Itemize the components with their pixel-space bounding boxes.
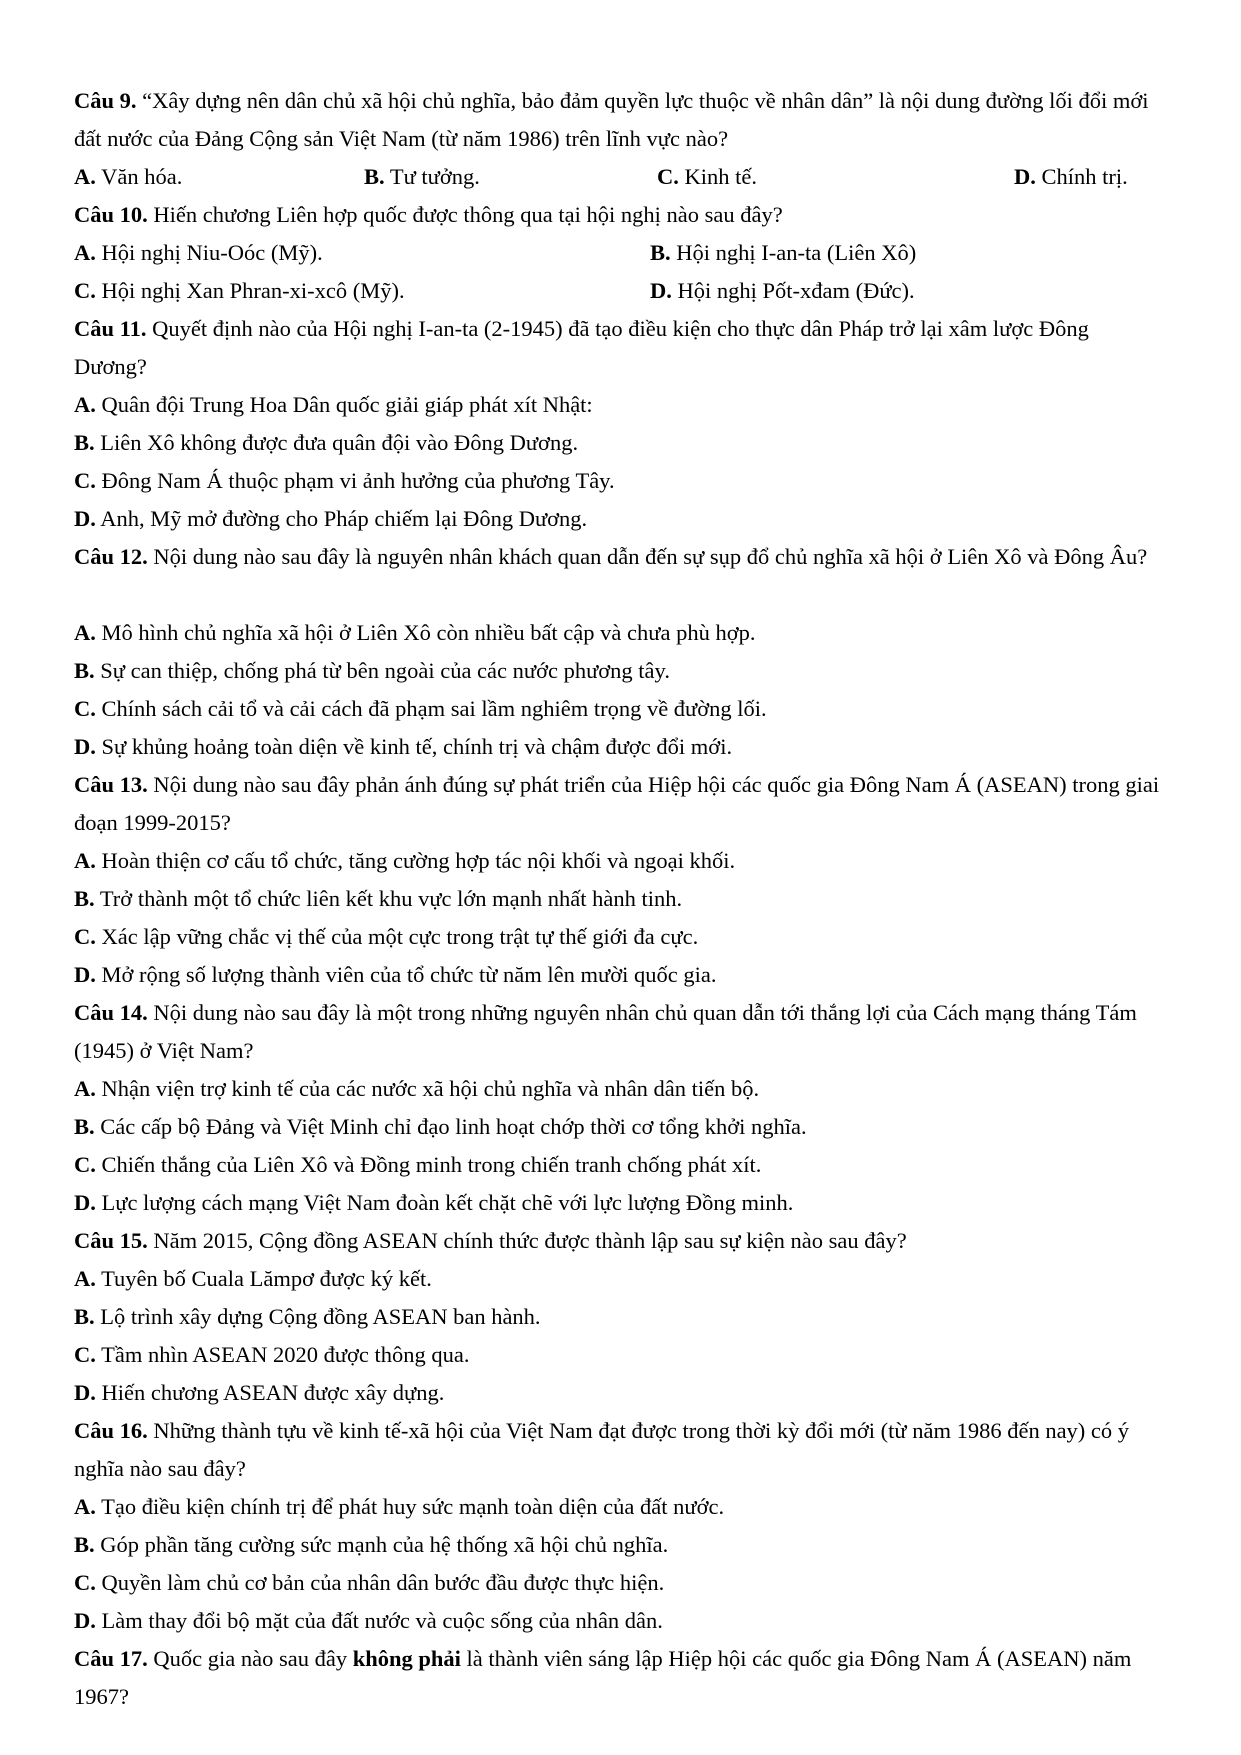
option-a: A. Tạo điều kiện chính trị để phát huy sức mạnh toàn diện của đất nước.	[74, 1494, 725, 1519]
question-17	[74, 1640, 1161, 1716]
option-b: B. Hội nghị I-an-ta (Liên Xô)	[650, 240, 917, 265]
option-a: A. Nhận viện trợ kinh tế của các nước xã hội chủ nghĩa và nhân dân tiến bộ.	[74, 1076, 760, 1101]
option-d: D. Sự khủng hoảng toàn diện về kinh tế, chính trị và chậm được đổi mới.	[74, 734, 733, 759]
question-16	[74, 1412, 1161, 1640]
option-c: C. Xác lập vững chắc vị thế của một cực trong trật tự thế giới đa cực.	[74, 924, 699, 949]
option-a: A. Hoàn thiện cơ cấu tổ chức, tăng cường hợp tác nội khối và ngoại khối.	[74, 848, 736, 873]
option-b: B. Sự can thiệp, chống phá từ bên ngoài của các nước phương tây.	[74, 658, 670, 683]
option-a: A. Mô hình chủ nghĩa xã hội ở Liên Xô còn nhiều bất cập và chưa phù hợp.	[74, 620, 756, 645]
option-d: D. Anh, Mỹ mở đường cho Pháp chiếm lại Đông Dương.	[74, 506, 588, 531]
question-label: Câu 9.	[74, 88, 137, 113]
question-label: Câu 11.	[74, 316, 147, 341]
option-b: B. Tư tưởng.	[364, 164, 480, 189]
question-11	[74, 310, 1161, 538]
option-c: C. Đông Nam Á thuộc phạm vi ảnh hưởng của phương Tây.	[74, 468, 615, 493]
question-label: Câu 15.	[74, 1228, 148, 1253]
question-stem: “Xây dựng nên dân chủ xã hội chủ nghĩa, bảo đảm quyền lực thuộc về nhân dân” là nội dung đường lối đổi mới đất nước của Đảng Cộng sản Việt Nam (từ năm 1986) trên lĩnh vực nào?	[74, 88, 1149, 151]
option-a: A. Hội nghị Niu-Oóc (Mỹ).	[74, 240, 323, 265]
question-stem: Nội dung nào sau đây là một trong những nguyên nhân chủ quan dẫn tới thắng lợi của Cách mạng tháng Tám (1945) ở Việt Nam?	[74, 1000, 1137, 1063]
options-row	[74, 234, 1161, 272]
option-d: D. Hiến chương ASEAN được xây dựng.	[74, 1380, 445, 1405]
question-stem-emphasis: không phải	[352, 1646, 461, 1671]
option-c: C. Hội nghị Xan Phran-xi-xcô (Mỹ).	[74, 278, 405, 303]
question-9	[74, 82, 1161, 196]
question-label: Câu 16.	[74, 1418, 148, 1443]
question-stem: Nội dung nào sau đây phản ánh đúng sự phát triển của Hiệp hội các quốc gia Đông Nam Á (ASEAN) trong giai đoạn 1999-2015?	[74, 772, 1160, 835]
question-15	[74, 1222, 1161, 1412]
option-b: B. Góp phần tăng cường sức mạnh của hệ thống xã hội chủ nghĩa.	[74, 1532, 669, 1557]
question-stem-after: là thành viên sáng lập Hiệp hội các quốc gia Đông Nam Á (ASEAN) năm 1967?	[74, 1646, 1132, 1709]
question-stem: Hiến chương Liên hợp quốc được thông qua tại hội nghị nào sau đây?	[147, 202, 783, 227]
question-stem: Những thành tựu về kinh tế-xã hội của Việt Nam đạt được trong thời kỳ đổi mới (từ năm 1986 đến nay) có ý nghĩa nào sau đây?	[74, 1418, 1130, 1481]
question-stem: Nội dung nào sau đây là nguyên nhân khách quan dẫn đến sự sụp đổ chủ nghĩa xã hội ở Liên Xô và Đông Âu?	[147, 544, 1148, 569]
option-c: C. Tầm nhìn ASEAN 2020 được thông qua.	[74, 1342, 470, 1367]
option-b: B. Trở thành một tổ chức liên kết khu vực lớn mạnh nhất hành tinh.	[74, 886, 683, 911]
option-c: C. Chính sách cải tổ và cải cách đã phạm sai lầm nghiêm trọng về đường lối.	[74, 696, 767, 721]
question-10	[74, 196, 1161, 310]
option-d: D. Mở rộng số lượng thành viên của tổ chức từ năm lên mười quốc gia.	[74, 962, 717, 987]
question-stem: Năm 2015, Cộng đồng ASEAN chính thức được thành lập sau sự kiện nào sau đây?	[147, 1228, 907, 1253]
question-label: Câu 13.	[74, 772, 148, 797]
option-a: A. Tuyên bố Cuala Lămpơ được ký kết.	[74, 1266, 432, 1291]
option-c: C. Kinh tế.	[657, 164, 757, 189]
option-d: D. Chính trị.	[1014, 164, 1128, 189]
option-d: D. Lực lượng cách mạng Việt Nam đoàn kết chặt chẽ với lực lượng Đồng minh.	[74, 1190, 794, 1215]
option-b: B. Liên Xô không được đưa quân đội vào Đông Dương.	[74, 430, 579, 455]
question-label: Câu 14.	[74, 1000, 148, 1025]
option-a: A. Quân đội Trung Hoa Dân quốc giải giáp phát xít Nhật:	[74, 392, 593, 417]
option-d: D. Làm thay đổi bộ mặt của đất nước và cuộc sống của nhân dân.	[74, 1608, 663, 1633]
options-row	[74, 272, 1161, 310]
option-a: A. Văn hóa.	[74, 164, 183, 189]
question-13	[74, 766, 1161, 994]
question-label: Câu 10.	[74, 202, 148, 227]
question-12	[74, 538, 1161, 766]
option-b: B. Các cấp bộ Đảng và Việt Minh chỉ đạo linh hoạt chớp thời cơ tổng khởi nghĩa.	[74, 1114, 807, 1139]
question-label: Câu 17.	[74, 1646, 148, 1671]
option-c: C. Quyền làm chủ cơ bản của nhân dân bước đầu được thực hiện.	[74, 1570, 665, 1595]
question-label: Câu 12.	[74, 544, 148, 569]
question-stem: Quyết định nào của Hội nghị I-an-ta (2-1945) đã tạo điều kiện cho thực dân Pháp trở lại xâm lược Đông Dương?	[74, 316, 1089, 379]
option-c: C. Chiến thắng của Liên Xô và Đồng minh trong chiến tranh chống phát xít.	[74, 1152, 762, 1177]
option-b: B. Lộ trình xây dựng Cộng đồng ASEAN ban hành.	[74, 1304, 541, 1329]
options-row	[74, 158, 1161, 196]
question-14	[74, 994, 1161, 1222]
question-stem-before: Quốc gia nào sau đây	[147, 1646, 353, 1671]
option-d: D. Hội nghị Pốt-xđam (Đức).	[650, 278, 915, 303]
